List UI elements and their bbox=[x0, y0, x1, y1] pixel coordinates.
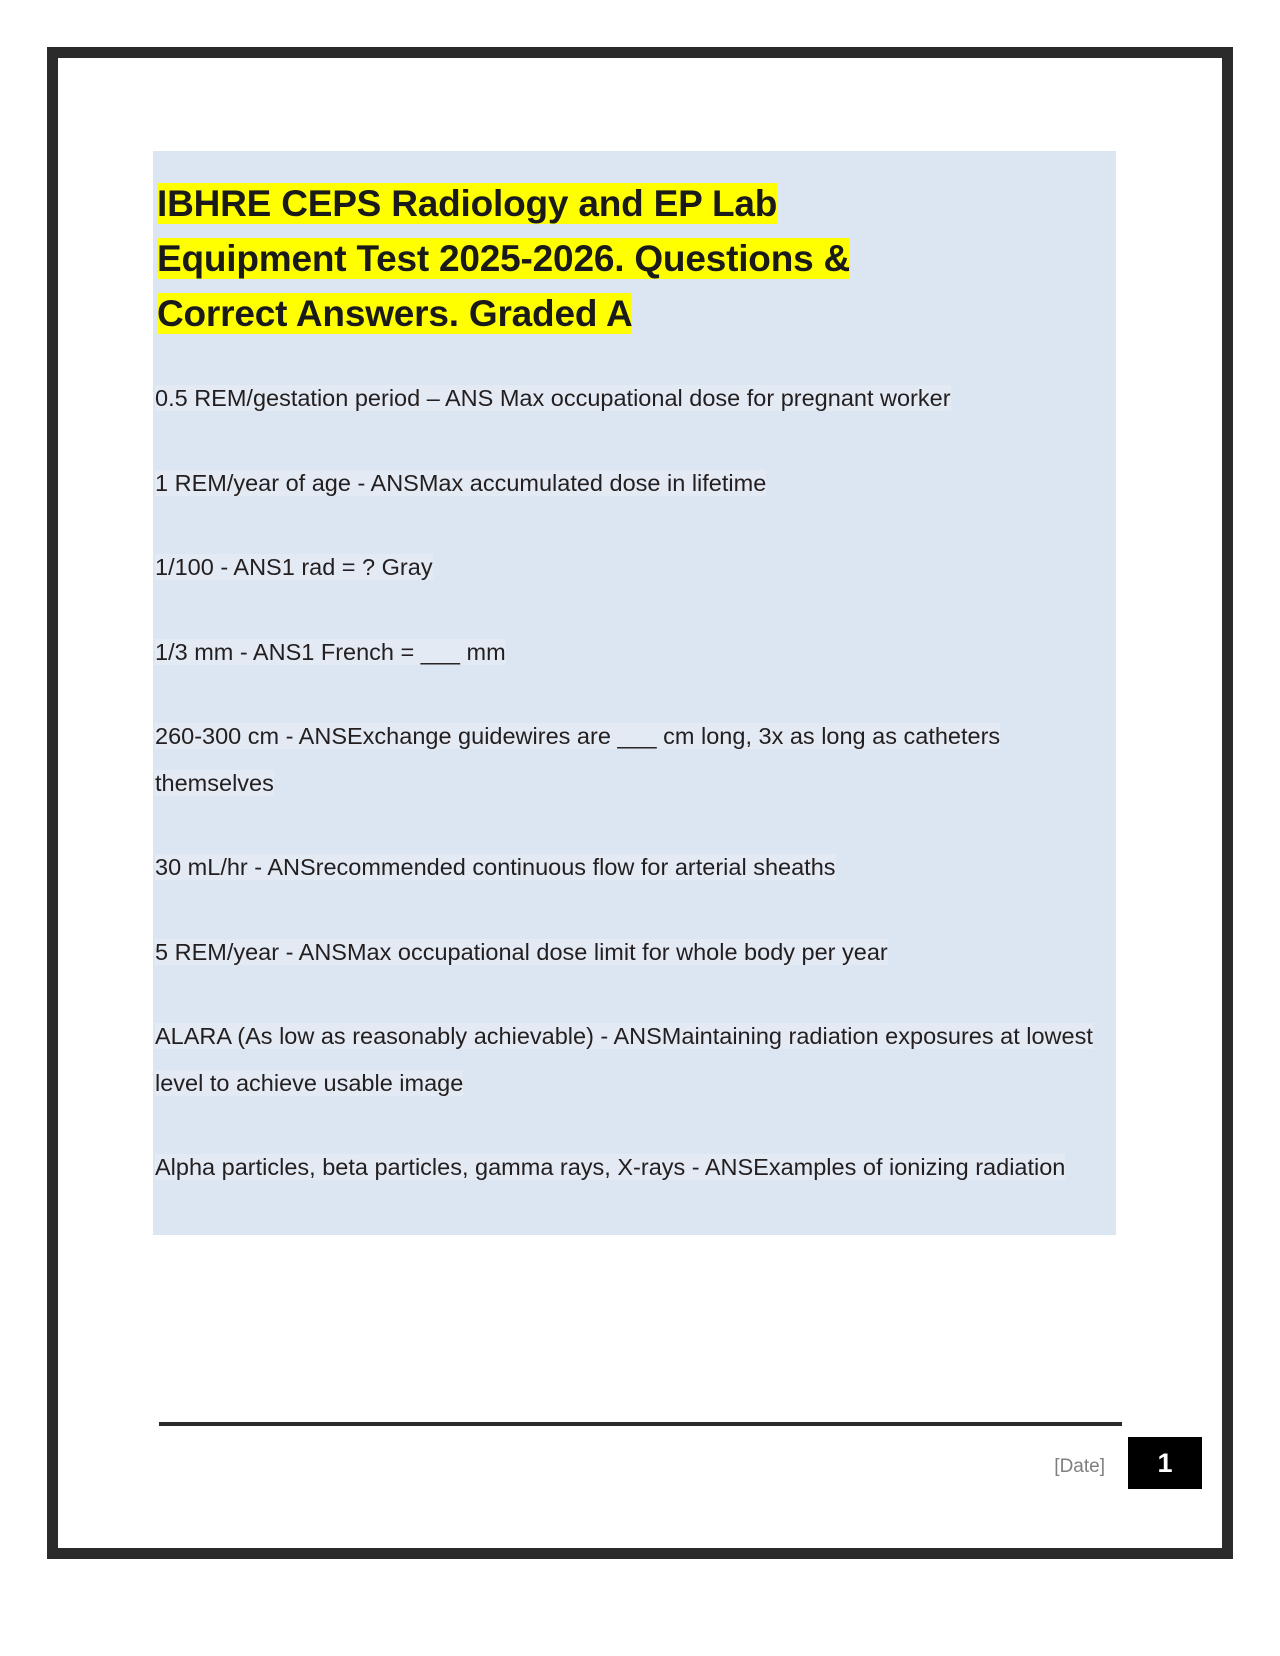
qa-item-text: 5 REM/year - ANSMax occupational dose limit for whole body per year bbox=[155, 938, 888, 965]
list-item bbox=[155, 544, 1116, 591]
page-title-line-1: IBHRE CEPS Radiology and EP Lab bbox=[157, 183, 778, 224]
qa-item-text: ALARA (As low as reasonably achievable) - ANSMaintaining radiation exposures at lowest level to achieve usable image bbox=[155, 1023, 1093, 1096]
list-item bbox=[155, 929, 1116, 976]
list-item bbox=[155, 375, 1116, 422]
qa-item-text: 1/3 mm - ANS1 French = ___ mm bbox=[155, 638, 506, 665]
qa-item-text: Alpha particles, beta particles, gamma rays, X-rays - ANSExamples of ionizing radiation bbox=[155, 1154, 1066, 1181]
footer-divider bbox=[159, 1422, 1122, 1426]
page-title-line-3: Correct Answers. Graded A bbox=[157, 292, 633, 334]
qa-item-text: 1/100 - ANS1 rad = ? Gray bbox=[155, 554, 433, 581]
qa-item-text: 260-300 cm - ANSExchange guidewires are ___ cm long, 3x as long as catheters themselves bbox=[155, 723, 1001, 796]
qa-item-text: 0.5 REM/gestation period – ANS Max occupational dose for pregnant worker bbox=[155, 385, 951, 412]
list-item bbox=[155, 1013, 1116, 1106]
page-number-badge: 1 bbox=[1128, 1437, 1202, 1489]
list-item bbox=[155, 460, 1116, 507]
list-item bbox=[155, 713, 1116, 806]
document-content-block bbox=[153, 151, 1116, 1235]
list-item bbox=[155, 1144, 1116, 1191]
qa-item-text: 30 mL/hr - ANSrecommended continuous flow for arterial sheaths bbox=[155, 854, 836, 881]
list-item bbox=[155, 629, 1116, 676]
list-item bbox=[155, 844, 1116, 891]
document-page-border bbox=[47, 47, 1233, 1559]
qa-list-container bbox=[153, 375, 1116, 1235]
document-title bbox=[153, 151, 1116, 375]
page-title-line-2: Equipment Test 2025-2026. Questions & bbox=[157, 237, 851, 279]
qa-item-text: 1 REM/year of age - ANSMax accumulated dose in lifetime bbox=[155, 469, 767, 496]
document-page bbox=[58, 58, 1222, 1548]
qa-list bbox=[155, 375, 1116, 1235]
footer-date: [Date] bbox=[1054, 1456, 1105, 1477]
